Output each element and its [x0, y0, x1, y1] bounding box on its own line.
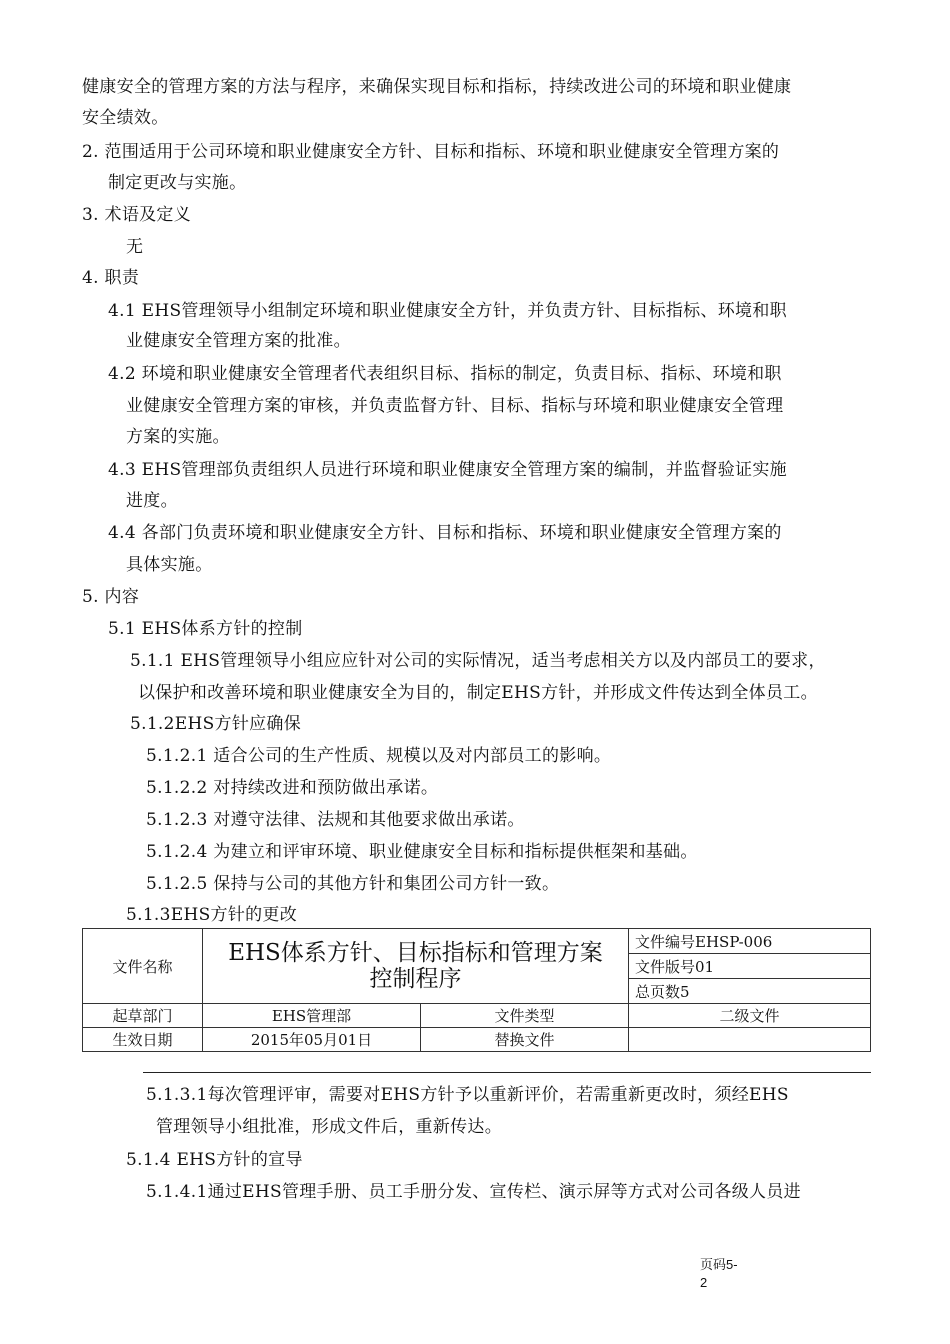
text-line: 业健康安全管理方案的审核，并负责监督方针、目标、指标与环境和职业健康安全管理 [126, 396, 784, 416]
text-line: 方案的实施。 [126, 427, 230, 447]
doc-number: 文件编号EHSP-006 [629, 929, 871, 954]
replace-doc-value [629, 1028, 871, 1052]
text-line: 进度。 [126, 491, 178, 511]
text-line: 4.2 环境和职业健康安全管理者代表组织目标、指标的制定，负责目标、指标、环境和职 [108, 364, 782, 384]
doc-type: 二级文件 [629, 1004, 871, 1028]
page-number [700, 1256, 738, 1292]
effective-date: 2015年05月01日 [203, 1028, 421, 1052]
text-line: 4.4 各部门负责环境和职业健康安全方针、目标和指标、环境和职业健康安全管理方案的 [108, 523, 782, 543]
text-line: 以保护和改善环境和职业健康安全为目的，制定EHS方针，并形成文件传达到全体员工。 [138, 683, 818, 703]
doc-title-line: 控制程序 [369, 966, 462, 992]
section-heading: 3. 术语及定义 [82, 205, 192, 225]
doc-type-label: 文件类型 [421, 1004, 629, 1028]
draft-dept: EHS管理部 [203, 1004, 421, 1028]
doc-total-pages: 总页数5 [629, 979, 871, 1004]
doc-name-label: 文件名称 [83, 929, 203, 1004]
text-line: 5.1.2.5 保持与公司的其他方针和集团公司方针一致。 [146, 874, 560, 894]
text-line: 5.1.2.3 对遵守法律、法规和其他要求做出承诺。 [146, 810, 525, 830]
page-number-line: 页码5- [700, 1257, 738, 1272]
subsection-heading: 5.1 EHS体系方针的控制 [108, 619, 303, 639]
document-header-table [82, 928, 871, 1052]
text-line: 业健康安全管理方案的批准。 [126, 331, 351, 351]
text-line: 无 [126, 237, 144, 257]
text-line: 制定更改与实施。 [108, 173, 247, 193]
text-line: 2. 范围适用于公司环境和职业健康安全方针、目标和指标、环境和职业健康安全管理方案的 [82, 142, 780, 162]
doc-version: 文件版号01 [629, 954, 871, 979]
replace-doc-label: 替换文件 [421, 1028, 629, 1052]
text-line: 5.1.1 EHS管理领导小组应应针对公司的实际情况，适当考虑相关方以及内部员工的要求， [130, 651, 826, 671]
text-line: 5.1.2.2 对持续改进和预防做出承诺。 [146, 778, 439, 798]
text-line: 5.1.3EHS方针的更改 [126, 905, 298, 925]
divider [143, 1072, 871, 1073]
text-line: 5.1.4.1通过EHS管理手册、员工手册分发、宣传栏、演示屏等方式对公司各级人员进 [146, 1182, 801, 1202]
section-heading: 4. 职责 [82, 268, 140, 288]
text-line: 4.1 EHS管理领导小组制定环境和职业健康安全方针，并负责方针、目标指标、环境和职 [108, 301, 787, 321]
text-line: 5.1.2EHS方针应确保 [130, 714, 302, 734]
text-line: 安全绩效。 [82, 108, 169, 128]
text-line: 4.3 EHS管理部负责组织人员进行环境和职业健康安全管理方案的编制，并监督验证实施 [108, 460, 787, 480]
doc-title [203, 929, 629, 1004]
effective-date-label: 生效日期 [83, 1028, 203, 1052]
doc-title-line: EHS体系方针、目标指标和管理方案 [228, 940, 603, 966]
draft-dept-label: 起草部门 [83, 1004, 203, 1028]
text-line: 健康安全的管理方案的方法与程序，来确保实现目标和指标，持续改进公司的环境和职业健康 [82, 77, 792, 97]
text-line: 5.1.2.1 适合公司的生产性质、规模以及对内部员工的影响。 [146, 746, 612, 766]
section-heading: 5. 内容 [82, 587, 140, 607]
text-line: 5.1.3.1每次管理评审，需要对EHS方针予以重新评价，若需重新更改时，须经EHS [146, 1085, 789, 1105]
text-line: 管理领导小组批准，形成文件后，重新传达。 [156, 1117, 502, 1137]
page-number-line: 2 [700, 1275, 708, 1290]
text-line: 具体实施。 [126, 555, 213, 575]
text-line: 5.1.4 EHS方针的宣导 [126, 1150, 303, 1170]
text-line: 5.1.2.4 为建立和评审环境、职业健康安全目标和指标提供框架和基础。 [146, 842, 698, 862]
